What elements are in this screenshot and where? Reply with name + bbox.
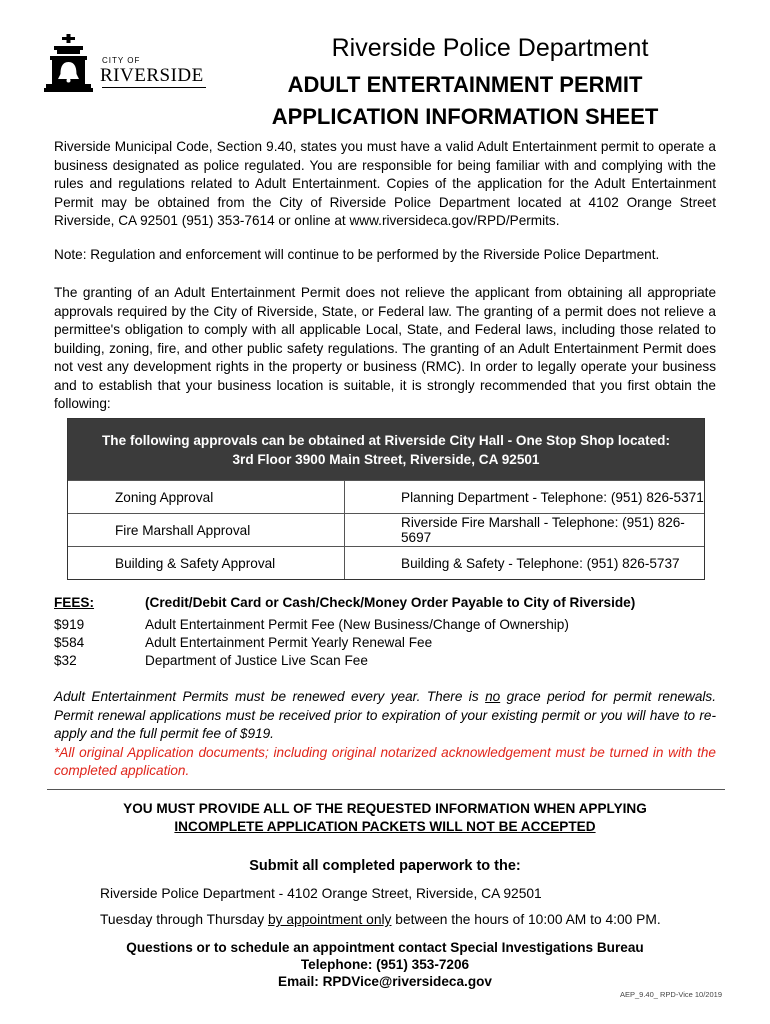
renewal-no-emphasis: no (485, 689, 501, 704)
table-row (68, 481, 704, 514)
fee-amount: $919 (54, 617, 85, 632)
document-title (220, 69, 710, 133)
approvals-heading-line-1: The following approvals can be obtained at Riverside City Hall - One Stop Shop located: (102, 433, 670, 448)
department-title: Riverside Police Department (331, 34, 649, 62)
submit-heading: Submit all completed paperwork to the: (249, 858, 521, 874)
requirements-notice (54, 800, 716, 836)
appointment-only-emphasis: by appointment only (267, 912, 392, 927)
fees-heading (54, 594, 714, 616)
logo-city-of: CITY OF (102, 56, 141, 65)
logo-divider (102, 87, 206, 88)
approval-name: Building & Safety Approval (68, 547, 345, 580)
fee-description: Adult Entertainment Permit Yearly Renewal Fee (145, 635, 433, 650)
table-row (68, 514, 704, 547)
contact-email: Email: RPDVice@riversideca.gov (278, 974, 492, 989)
fee-amount: $584 (54, 635, 85, 650)
enforcement-note: Note: Regulation and enforcement will continue to be performed by the Riverside Police Department. (54, 247, 660, 262)
fee-item (54, 652, 714, 670)
approvals-table-heading (68, 419, 704, 480)
approval-contact: Building & Safety - Telephone: (951) 826-5737 (345, 547, 705, 580)
approvals-table (67, 418, 705, 580)
table-row (68, 547, 704, 580)
form-code: AEP_9.40_ RPD-Vice 10/2019 (619, 990, 722, 999)
office-hours (100, 912, 661, 927)
fee-amount: $32 (54, 653, 77, 668)
document-title-line-1: ADULT ENTERTAINMENT PERMIT (287, 72, 643, 97)
contact-questions: Questions or to schedule an appointment contact Special Investigations Bureau (126, 940, 644, 955)
hours-text-start: Tuesday through Thursday (100, 912, 268, 927)
original-documents-warning: *All original Application documents; including original notarized acknowledgement must be turned in with the completed application. (54, 744, 716, 778)
bell-tower-icon (44, 34, 94, 92)
approval-contact: Planning Department - Telephone: (951) 826-5371 (345, 481, 705, 514)
fees-section (54, 594, 714, 670)
logo-city-name: RIVERSIDE (100, 65, 204, 86)
approval-name: Fire Marshall Approval (68, 514, 345, 547)
approvals-grid (68, 480, 704, 579)
contact-info (54, 939, 716, 990)
renewal-notice (54, 688, 716, 781)
approval-name: Zoning Approval (68, 481, 345, 514)
fee-item (54, 634, 714, 652)
section-divider (47, 789, 725, 790)
requirements-line-1: YOU MUST PROVIDE ALL OF THE REQUESTED INFORMATION WHEN APPLYING (123, 801, 647, 816)
fee-item (54, 616, 714, 634)
fees-payment-note: (Credit/Debit Card or Cash/Check/Money Order Payable to City of Riverside) (145, 595, 636, 610)
approvals-heading-line-2: 3rd Floor 3900 Main Street, Riverside, CA 92501 (232, 452, 540, 467)
approval-contact: Riverside Fire Marshall - Telephone: (951) 826-5697 (345, 514, 705, 547)
submit-address: Riverside Police Department - 4102 Orange Street, Riverside, CA 92501 (100, 886, 542, 901)
fees-label: FEES: (54, 595, 95, 610)
permit-conditions-paragraph: The granting of an Adult Entertainment Permit does not relieve the applicant from obtaining all appropriate approvals required by the City of Riverside, State, or Federal law. The granting of a permit does not relieve a permittee's obligation to comply with all applicable Local, State, and Federal laws, including those related to building, zoning, fire, and other public safety regulations. The granting of an Adult Entertainment Permit does not vest any development rights in the property or business (RMC). In order to legally operate your business and to establish that your business location is suitable, it is strongly recommended that you first obtain the following: (54, 285, 716, 411)
intro-paragraph: Riverside Municipal Code, Section 9.40, states you must have a valid Adult Entertainment permit to operate a business designated as police regulated. You are responsible for being familiar with and complying with the rules and regulations related to Adult Entertainment. Copies of the application for the Adult Entertainment Permit may be obtained from the City of Riverside Police Department located at 4102 Orange Street Riverside, CA 92501 (951) 353-7614 or online at www.riversideca.gov/RPD/Permits. (54, 139, 716, 228)
fee-description: Adult Entertainment Permit Fee (New Business/Change of Ownership) (145, 617, 569, 632)
fee-description: Department of Justice Live Scan Fee (145, 653, 368, 668)
hours-text-end: between the hours of 10:00 AM to 4:00 PM. (391, 912, 661, 927)
contact-telephone: Telephone: (951) 353-7206 (300, 957, 470, 972)
renewal-text-start: Adult Entertainment Permits must be renewed every year. There is (54, 689, 486, 704)
renewal-text-end: grace period for permit renewals. Permit renewal applications must be received prior to expiration of your existing permit or you will have to re-apply and the full permit fee of $919. (54, 689, 716, 741)
requirements-line-2: INCOMPLETE APPLICATION PACKETS WILL NOT BE ACCEPTED (174, 819, 596, 834)
document-title-line-2: APPLICATION INFORMATION SHEET (271, 104, 659, 129)
city-logo (44, 34, 209, 92)
